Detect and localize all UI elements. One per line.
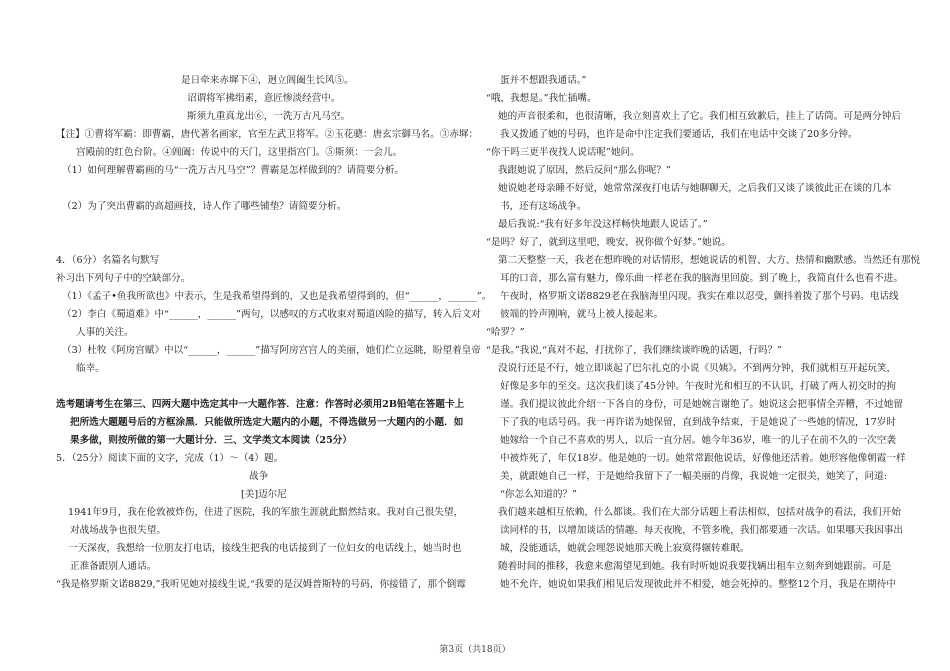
question-4-intro: 补习出下列句子中的空缺部分。 <box>56 273 191 284</box>
question-4-item-3-cont: 临幸。 <box>76 363 105 374</box>
right-para-13-a: 我们越来越相互依赖，什么都谈。我们在大部分话题上看法相似，包括对战争的看法，我们开始 <box>498 507 901 518</box>
right-para-3-cont: 我又拨通了她的号码，也许是命中注定我们要通话，我们在电话中交谈了20多分钟。 <box>500 129 858 140</box>
right-para-12-f: 中被炸死了，年仅18岁。他是她的一切。她常常跟他说话，好像他还活着。她形容他像朝霞一样 <box>500 453 906 464</box>
right-line-8: “是吗？好了，就到这里吧，晚安，祝你做个好梦。”她说。 <box>486 237 731 248</box>
question-4-item-2-cont: 人事的关注。 <box>76 327 134 338</box>
right-para-13-b: 读同样的书，以增加谈话的情趣。每天夜晚，不管多晚，我们都要通一次话。如果哪天我因事出 <box>500 525 903 536</box>
story-paragraph-3: “我是格罗斯文诺8829,”我听见她对接线生说,“我要的是汉姆普斯特的号码，你接错了，那个倒霉 <box>56 579 466 590</box>
right-para-12-b: 好像是多年的至交。这次我们谈了45分钟。午夜时光和相互的不认识，打破了两人初交时的拘 <box>500 381 896 392</box>
right-para-9-c: 午夜时，格罗斯文诺8829老在我脑海里闪现。我实在难以忍受，颤抖着拨了那个号码。电话线 <box>500 291 899 302</box>
story-paragraph-2-cont: 正准备跟别人通话。 <box>70 561 157 572</box>
right-para-9-d: 彼端的铃声刚响，就马上被人接起来。 <box>500 309 664 320</box>
right-para-9-b: 耳的口音，那么富有魅力，像乐曲一样老在我的脑海里回旋。到了晚上，我简直什么也看不进。 <box>500 273 903 284</box>
question-4-item-1: （1）《孟子•鱼我所欲也》中表示，生是我希望得到的，又也是我希望得到的，但“______，______”。 <box>62 291 492 302</box>
selection-instruction-2: 把所选大题题号后的方框涂黑．只能做所选定大题内的小题，不得选做另一大题内的小题．如 <box>70 417 464 428</box>
right-para-12-d: 下了我的电话号码。我一再许诺为她保留，直到战争结束，于是她说了一些她的情况，17岁时 <box>500 417 896 428</box>
right-line-7: 最后我说:“我有好多年没这样畅快地跟人说话了。” <box>498 219 708 230</box>
note-line-1: 【注】①曹将军霸：即曹霸，唐代著名画家，官至左武卫将军。②玉花骢：唐玄宗御马名。③赤墀： <box>56 129 479 140</box>
right-para-12-c: 谨。我们提议彼此介绍一下各自的身份，可是她婉言谢绝了。她说这会把事情全弄糟，不过她留 <box>500 399 903 410</box>
right-para-12-g: 美，就跟她自己一样，于是她给我留下了一幅美丽的肖像，我说她一定很美，她笑了，问道: <box>500 471 887 482</box>
story-paragraph-2: 一天深夜，我想给一位朋友打电话，接线生把我的电话接到了一位妇女的电话线上，她当时也 <box>68 543 462 554</box>
story-paragraph-1-cont: 对战场战争也很失望。 <box>70 525 166 536</box>
right-line-1: 蛋并不想跟我通话。” <box>500 75 587 86</box>
right-para-12-h: “你怎么知道的？” <box>500 489 577 500</box>
question-4-title: 4．（6分）名篇名句默写 <box>56 255 160 266</box>
right-line-4: “你干吗三更半夜找人说话呢”她问。 <box>486 147 640 158</box>
question-2: （2）为了突出曹霸的高超画技，诗人作了哪些铺垫？请简要分析。 <box>62 201 347 212</box>
right-para-12-a: 没说行还是不行，她立即谈起了巴尔扎克的小说《贝姨》。不到两分钟，我们就相互开起玩笑， <box>498 363 897 374</box>
story-paragraph-1: 1941年9月，我在伦敦被炸伤，住进了医院，我的军旅生涯就此黯然结束。我对自己很失望， <box>68 507 464 518</box>
page-number: 第3页（共18页） <box>439 645 511 655</box>
right-para-6: 她说她老母亲睡不好觉，她常常深夜打电话与她聊聊天，之后我们又谈了谈彼此正在谈的几本 <box>498 183 892 194</box>
right-para-9: 第二天整整一天，我老在想昨晚的对话情形，想她说话的机智、大方、热情和幽默感。当然还有那悦 <box>498 255 921 266</box>
right-line-2: “哦，我想是。”我忙插嘴。 <box>486 93 597 104</box>
poem-line-1: 是日牵来赤墀下④，迥立阊阖生长风⑤。 <box>181 75 354 86</box>
question-1: （1）如何理解曹霸画的马“一洗万古凡马空”？曹霸是怎样做到的？请简要分析。 <box>62 165 405 176</box>
question-4-item-2: （2）李白《蜀道难》中“______，______”两句，以感叹的方式收束对蜀道凶险的描写，转入后文对 <box>62 309 481 320</box>
story-author: [美]迈尔尼 <box>241 489 287 500</box>
story-title: 战争 <box>249 471 269 482</box>
right-line-10: “哈罗？” <box>486 327 525 338</box>
poem-line-3: 斯须九重真龙出⑥，一洗万古凡马空。 <box>187 111 351 122</box>
right-line-11: “是我。”我说,“真对不起，打扰你了，我们继续谈昨晚的话题，行吗？” <box>486 345 783 356</box>
note-line-2: 宫殿前的红色台阶。④阊阖：传说中的天门，这里指宫门。⑤斯须：一会儿。 <box>76 147 403 158</box>
right-para-3: 她的声音很柔和，也很清晰，我立刻喜欢上了它。我们相互致歉后，挂上了话筒。可是两分钟后 <box>498 111 901 122</box>
right-line-5: 我跟她说了原因，然后反问“那么你呢？” <box>498 165 671 176</box>
selection-instruction-1: 选考题请考生在第三、四两大题中选定其中一大题作答．注意：作答时必须用2B铅笔在答题卡上 <box>56 399 465 410</box>
right-para-14-b: 她不允许，她说如果我们相见后发现彼此并不相爱，她会死掉的。整整12个月，我是在期待中 <box>500 579 896 590</box>
question-5-title: 5．（25分）阅读下面的文字，完成（1）～（4）题。 <box>56 453 284 464</box>
right-para-6-cont: 书，还有这场战争。 <box>500 201 587 212</box>
selection-instruction-3: 果多做，则按所做的第一大题计分．三、文学类文本阅读（25分） <box>70 435 352 446</box>
right-para-13-c: 城，没能通话，她就会埋怨说她那天晚上寂寞得辗转难眠。 <box>500 543 750 554</box>
right-para-12-e: 她嫁给一个自己不喜欢的男人，以后一直分居。她今年36岁，唯一的儿子在前不久的一次空袭 <box>500 435 896 446</box>
poem-line-2: 诏谓将军拂绢素，意匠惨淡经营中。 <box>187 93 341 104</box>
right-para-14-a: 随着时间的推移，我愈来愈渴望见到她。我有时听她说我要找辆出租车立刻奔到她跟前。可是 <box>498 561 892 572</box>
question-4-item-3: （3）杜牧《阿房宫赋》中以“______，______”描写阿房宫宫人的美丽，她们伫立远眺，盼望着皇帝 <box>62 345 481 356</box>
